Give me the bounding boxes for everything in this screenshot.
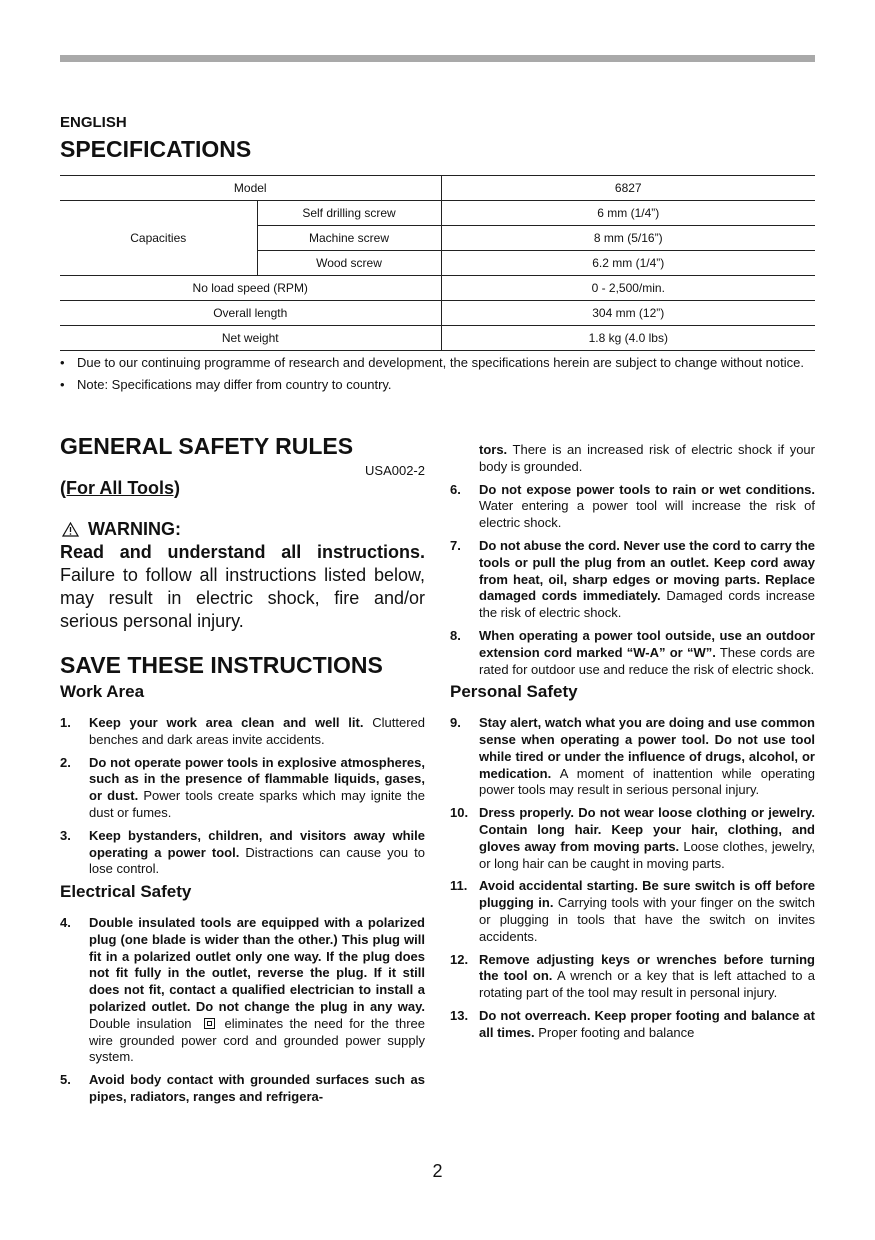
table-row (60, 301, 815, 326)
item-bold: tors. (479, 442, 508, 457)
bullet: • (60, 355, 65, 370)
list-item (60, 715, 425, 749)
specification-notes (60, 354, 815, 398)
item-bold: Do not operate power tools in explosive atmospheres, such as in the presence of flammable liquids, gases, or dust. (89, 754, 425, 804)
save-instructions-title: SAVE THESE INSTRUCTIONS (60, 652, 383, 679)
electrical-safety-list (60, 915, 425, 1106)
item-bold: Do not abuse the cord. Never use the cord to carry the tools or pull the plug from an outlet. Keep cord away from heat, oil, sharp edges or moving parts. Replace damaged cords immediately. (479, 537, 815, 604)
list-item (60, 915, 425, 1066)
table-cell-value: 6.2 mm (1/4”) (441, 251, 815, 276)
item-number: 3. (60, 827, 71, 843)
item-bold: Do not overreach. Keep proper footing and balance at all times. (479, 1007, 815, 1040)
warning-text: Failure to follow all instructions listed below, may result in electric shock, fire and/or serious personal injury. (60, 565, 425, 632)
top-rule (60, 55, 815, 62)
personal-safety-list (450, 715, 815, 1041)
item-bold: Keep your work area clean and well lit. (89, 714, 364, 730)
item-text: Power tools create sparks which may ignite the dust or fumes. (89, 788, 425, 820)
list-item (450, 878, 815, 945)
item-number: 9. (450, 715, 461, 731)
work-area-heading: Work Area (60, 682, 145, 702)
item-text: Water entering a power tool will increase the risk of electric shock. (479, 498, 815, 531)
right-column (450, 442, 815, 1048)
item-text: Damaged cords increase the risk of electric shock. (479, 588, 815, 621)
table-cell-label: Wood screw (257, 251, 441, 276)
item-bold: Do not expose power tools to rain or wet conditions. (479, 481, 815, 497)
double-insulation-icon (204, 1018, 215, 1029)
item-bold: Avoid body contact with grounded surfaces such as pipes, radiators, ranges and refrigera- (89, 1072, 425, 1104)
item-text: Carrying tools with your finger on the switch or plugging in tools that have the switch on invites accidents. (479, 895, 815, 944)
item-number: 6. (450, 481, 461, 497)
item-number: 7. (450, 537, 461, 553)
electrical-safety-list-continued (450, 442, 815, 678)
personal-safety-heading: Personal Safety (450, 682, 578, 702)
item-text: A wrench or a key that is left attached to a rotating part of the tool may result in personal injury. (479, 968, 816, 1001)
list-item (60, 828, 425, 878)
table-cell-value: 8 mm (5/16”) (441, 226, 815, 251)
item-number: 10. (450, 805, 469, 821)
table-cell-label: Self drilling screw (257, 201, 441, 226)
item-bold: Remove adjusting keys or wrenches before turning the tool on. (479, 951, 815, 984)
table-cell-label: Model (60, 176, 441, 201)
item-bold: Double insulated tools are equipped with a polarized plug (one blade is wider than the other.) This plug will fit in a polarized outlet only one way. If the plug does not fit fully in the outlet, reverse the plug. If it still does not fit, contact a qualified electrician to install a polarized outlet. Do not change the plug in any way. (89, 914, 425, 1014)
bullet: • (60, 377, 65, 392)
list-item (450, 628, 815, 678)
list-item (450, 538, 815, 622)
list-item (450, 482, 815, 532)
note-text: Note: Specifications may differ from country to country. (77, 377, 392, 392)
left-column (60, 433, 426, 1112)
item-number: 2. (60, 754, 71, 770)
list-item (450, 1008, 815, 1042)
warning-label: WARNING: (88, 519, 181, 540)
list-item (450, 715, 815, 799)
specifications-title: SPECIFICATIONS (60, 136, 252, 162)
work-area-list (60, 715, 425, 878)
item-number: 5. (60, 1072, 71, 1088)
item-text: Loose clothes, jewelry, or long hair can be caught in moving parts. (479, 838, 815, 871)
item-number: 8. (450, 627, 461, 643)
list-item (60, 376, 815, 393)
item-number: 12. (450, 951, 469, 967)
item-number: 11. (450, 878, 468, 894)
list-item (60, 1072, 425, 1106)
table-cell-label: Machine screw (257, 226, 441, 251)
item-number: 1. (60, 714, 71, 730)
item-number: 13. (450, 1007, 469, 1023)
warning-block (60, 518, 425, 633)
table-cell-value: 304 mm (12”) (441, 301, 815, 326)
safety-rules-title: GENERAL SAFETY RULES (60, 433, 354, 459)
list-item (60, 354, 815, 371)
note-text: Due to our continuing programme of research and development, the specifications herein are subject to change without notice. (77, 355, 804, 370)
item-bold: Keep bystanders, children, and visitors away while operating a power tool. (89, 827, 425, 860)
item-bold: Avoid accidental starting. Be sure switch is off before plugging in. (479, 878, 815, 911)
table-cell-value: 0 - 2,500/min. (441, 276, 815, 301)
table-cell-label: Capacities (60, 201, 257, 276)
item-text: Double insulation (89, 1015, 192, 1031)
table-cell-value: 6827 (441, 176, 815, 201)
item-bold: Stay alert, watch what you are doing and use common sense when operating a power tool. Do not use tool while tired or under the influence of drugs, alcohol, or medication. (479, 715, 815, 781)
table-cell-label: Overall length (60, 301, 441, 326)
list-item (450, 805, 815, 872)
electrical-safety-heading: Electrical Safety (60, 882, 192, 902)
item-bold: Dress properly. Do not wear loose clothing or jewelry. Contain long hair. Keep your hair, clothing, and gloves away from moving parts. (479, 805, 815, 854)
for-all-tools-heading: (For All Tools) (60, 477, 180, 498)
page-number: 2 (432, 1161, 443, 1181)
item-text: Distractions can cause you to lose control. (89, 844, 425, 877)
table-cell-value: 6 mm (1/4”) (441, 201, 815, 226)
list-item (60, 755, 425, 822)
item-text: eliminates the need for the three wire grounded power cord and grounded power supply system. (89, 1015, 426, 1065)
document-code: USA002-2 (365, 462, 425, 478)
item-text: A moment of inattention while operating power tools may result in serious personal injury. (479, 765, 815, 798)
language-label: ENGLISH (60, 114, 127, 131)
table-cell-label: No load speed (RPM) (60, 276, 441, 301)
list-item (450, 952, 815, 1002)
table-row (60, 176, 815, 201)
item-text: There is an increased risk of electric shock if your body is grounded. (479, 442, 815, 474)
item-number: 4. (60, 914, 71, 930)
warning-title (60, 518, 425, 541)
table-row (60, 326, 815, 351)
item-text: Proper footing and balance (538, 1024, 695, 1040)
specifications-table (60, 175, 815, 351)
list-item (450, 442, 815, 476)
item-bold: When operating a power tool outside, use an outdoor extension cord marked “W-A” or “W”. (479, 627, 815, 660)
item-text: These cords are rated for outdoor use and reduce the risk of electric shock. (479, 644, 815, 677)
warning-lead: Read and understand all instructions. (60, 542, 425, 563)
table-cell-label: Net weight (60, 326, 441, 351)
table-row (60, 276, 815, 301)
table-row (60, 201, 815, 226)
warning-triangle-icon (62, 522, 79, 537)
item-text: Cluttered benches and dark areas invite accidents. (89, 714, 425, 747)
table-cell-value: 1.8 kg (4.0 lbs) (441, 326, 815, 351)
